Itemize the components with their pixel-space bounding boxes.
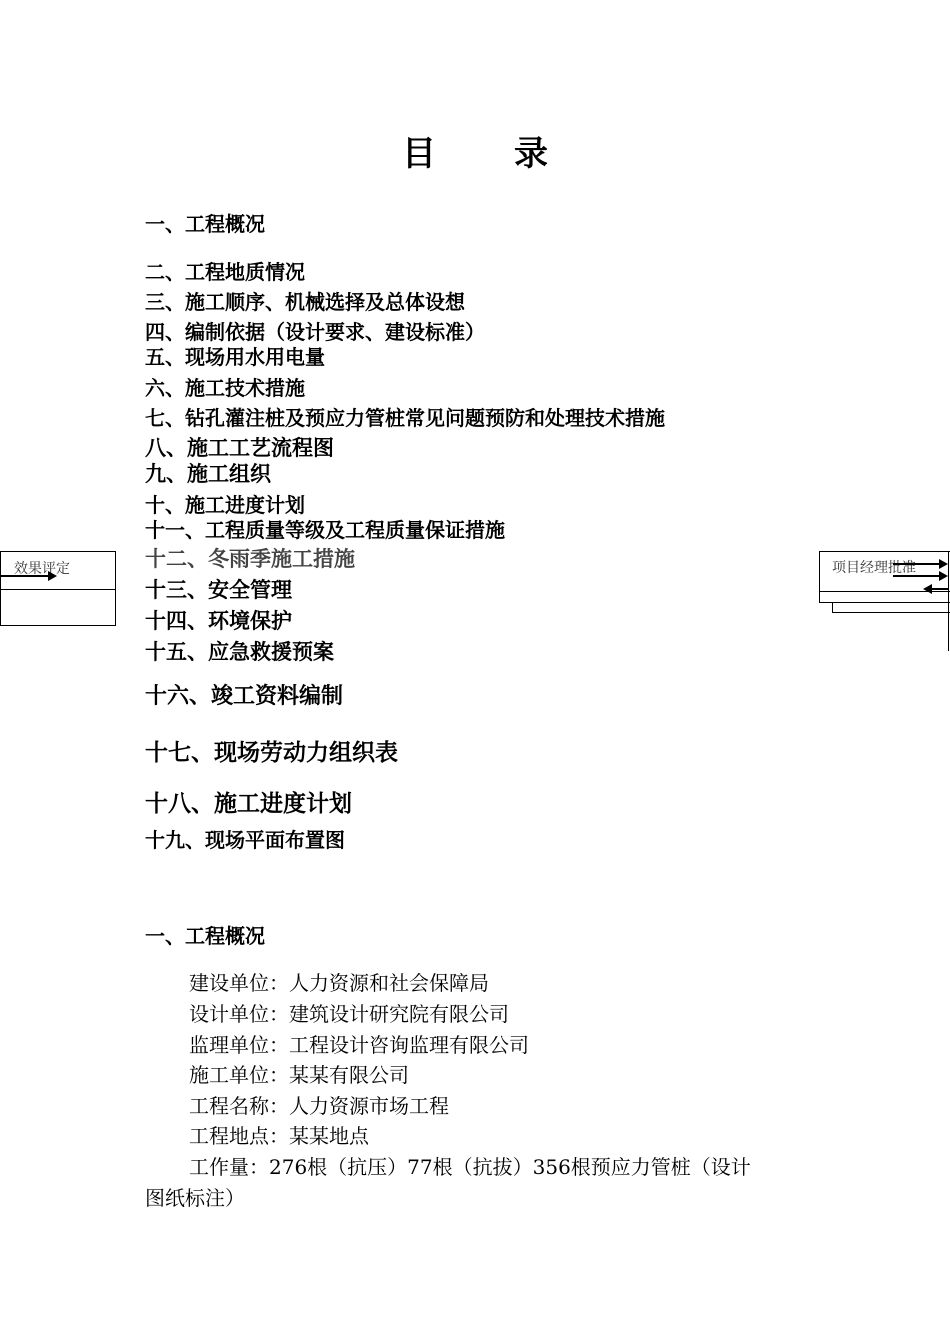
flowchart-arrow-line (932, 588, 948, 590)
info-line-contractor: 施工单位：某某有限公司 (189, 1063, 409, 1087)
section-heading: 一、工程概况 (145, 924, 265, 948)
toc-item-19: 十九、现场平面布置图 (145, 828, 345, 852)
toc-item-5: 五、现场用水用电量 (145, 345, 325, 369)
arrow-right-icon (48, 571, 57, 581)
toc-item-8: 八、施工工艺流程图 (145, 436, 334, 460)
flowchart-label-right: 项目经理批准 (832, 560, 916, 576)
toc-item-12: 十二、冬雨季施工措施 (145, 547, 355, 571)
toc-item-10: 十、施工进度计划 (145, 493, 305, 517)
flowchart-divider (1, 589, 115, 590)
flowchart-box-left (0, 551, 116, 626)
toc-item-2: 二、工程地质情况 (145, 260, 305, 284)
toc-item-11: 十一、工程质量等级及工程质量保证措施 (145, 518, 505, 542)
info-line-supervisor: 监理单位：工程设计咨询监理有限公司 (189, 1033, 529, 1057)
toc-item-1: 一、工程概况 (145, 212, 265, 236)
flowchart-box-right-lower (832, 602, 950, 613)
page-title: 目 录 (402, 134, 570, 174)
flowchart-arrow-line (0, 575, 48, 577)
toc-item-13: 十三、安全管理 (145, 578, 292, 602)
flowchart-connector (948, 551, 949, 651)
toc-item-3: 三、施工顺序、机械选择及总体设想 (145, 290, 465, 314)
toc-item-9: 九、施工组织 (145, 462, 271, 486)
toc-item-14: 十四、环境保护 (145, 609, 292, 633)
info-line-builder: 建设单位：人力资源和社会保障局 (189, 971, 489, 995)
toc-item-17: 十七、现场劳动力组织表 (145, 740, 398, 766)
arrow-right-icon (939, 559, 948, 569)
toc-item-4: 四、编制依据（设计要求、建设标准） (145, 320, 485, 344)
flowchart-arrow-line (893, 575, 939, 577)
arrow-right-icon (939, 571, 948, 581)
info-line-project-name: 工程名称：人力资源市场工程 (189, 1094, 449, 1118)
toc-item-6: 六、施工技术措施 (145, 376, 305, 400)
flowchart-label-left: 效果评定 (14, 561, 70, 577)
info-line-workload: 工作量：276根（抗压）77根（抗拔）356根预应力管桩（设计 (189, 1155, 751, 1179)
toc-item-16: 十六、竣工资料编制 (145, 684, 344, 709)
arrow-left-icon (923, 584, 932, 594)
toc-item-15: 十五、应急救援预案 (145, 640, 334, 664)
toc-item-18: 十八、施工进度计划 (145, 791, 352, 817)
info-line-location: 工程地点：某某地点 (189, 1124, 369, 1148)
info-line-designer: 设计单位：建筑设计研究院有限公司 (189, 1002, 509, 1026)
flowchart-arrow-line (893, 563, 939, 565)
toc-item-7: 七、钻孔灌注桩及预应力管桩常见问题预防和处理技术措施 (145, 406, 665, 430)
info-line-workload-continued: 图纸标注） (145, 1186, 245, 1210)
flowchart-box-right (819, 551, 950, 603)
